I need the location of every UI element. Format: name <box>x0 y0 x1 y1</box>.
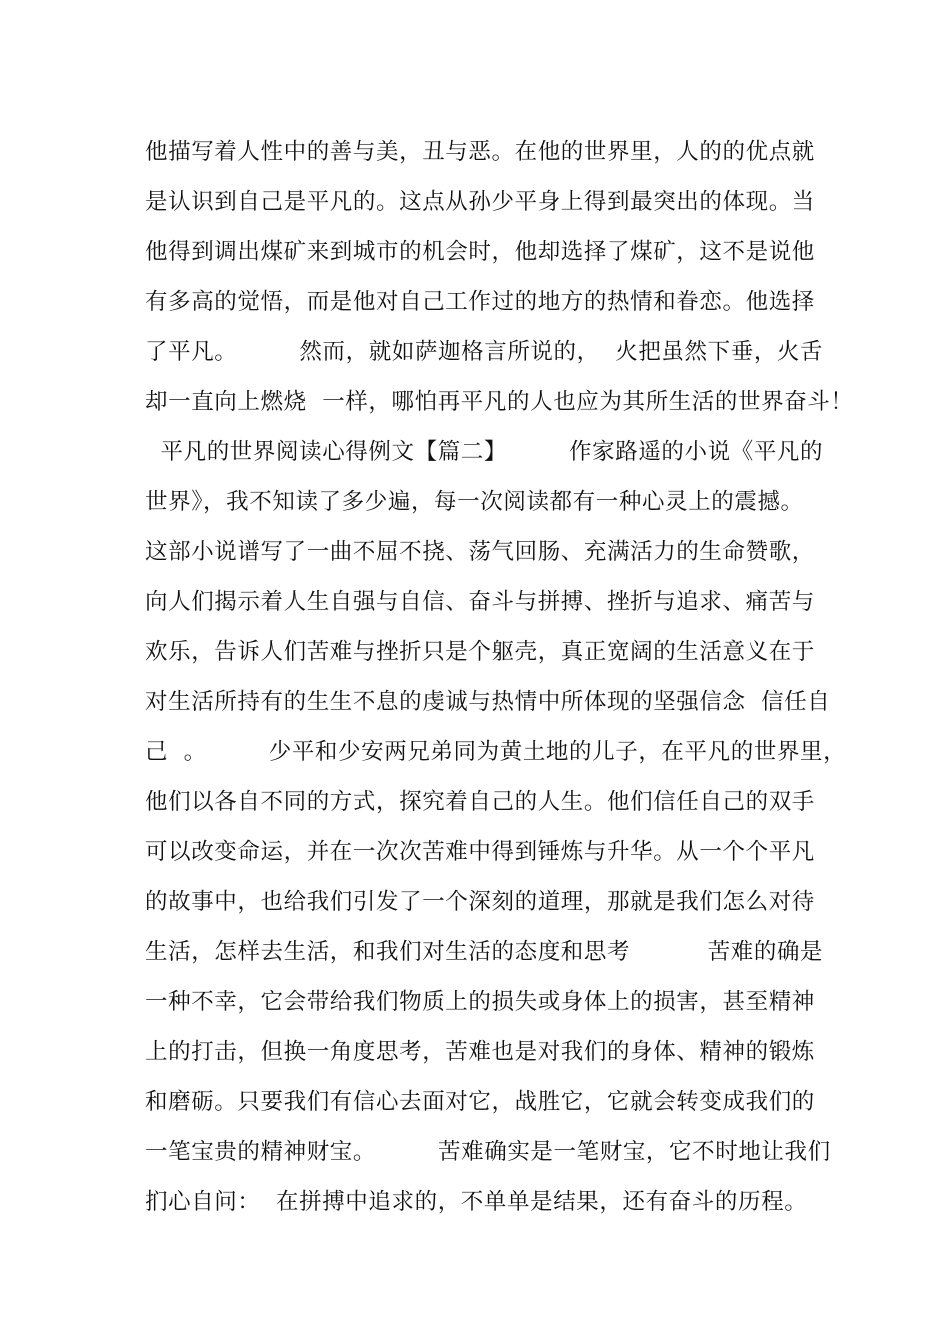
text-line: 欢乐，告诉人们苦难与挫折只是个躯壳，真正宽阔的生活意义在于 <box>145 639 815 665</box>
text-line: 一种不幸，它会带给我们物质上的损失或身体上的损害，甚至精神 <box>145 989 815 1015</box>
text-line: 却一直向上燃烧 一样，哪怕再平凡的人也应为其所生活的世界奋斗！ <box>145 389 854 415</box>
text-line: 扪心自问： 在拼搏中追求的，不单单是结果，还有奋斗的历程。 <box>145 1189 808 1215</box>
text-line: 己 。 少平和少安两兄弟同为黄土地的儿子，在平凡的世界里， <box>145 739 847 765</box>
text-line: 生活，怎样去生活，和我们对生活的态度和思考 苦难的确是 <box>145 939 824 965</box>
text-line: 和磨砺。只要我们有信心去面对它，战胜它，它就会转变成我们的 <box>145 1089 815 1115</box>
text-line: 是认识到自己是平凡的。这点从孙少平身上得到最突出的体现。当 <box>145 189 815 215</box>
section-heading-line: 平凡的世界阅读心得例文【篇二】 作家路遥的小说《平凡的 <box>145 439 824 465</box>
text-line: 他得到调出煤矿来到城市的机会时，他却选择了煤矿，这不是说他 <box>145 239 815 265</box>
text-line: 一笔宝贵的精神财宝。 苦难确实是一笔财宝，它不时地让我们 <box>145 1139 831 1165</box>
text-line: 这部小说谱写了一曲不屈不挠、荡气回肠、充满活力的生命赞歌， <box>145 539 815 565</box>
text-line: 可以改变命运，并在一次次苦难中得到锤炼与升华。从一个个平凡 <box>145 839 815 865</box>
text-line: 他描写着人性中的善与美，丑与恶。在他的世界里，人的的优点就 <box>145 139 815 165</box>
text-line: 世界》，我不知读了多少遍，每一次阅读都有一种心灵上的震撼。 <box>145 489 804 515</box>
text-line: 对生活所持有的生生不息的虔诚与热情中所体现的坚强信念 信任自 <box>145 689 831 715</box>
text-line: 他们以各自不同的方式，探究着自己的人生。他们信任自己的双手 <box>145 789 815 815</box>
text-line: 上的打击，但换一角度思考，苦难也是对我们的身体、精神的锻炼 <box>145 1039 815 1065</box>
text-line: 向人们揭示着人生自强与自信、奋斗与拼搏、挫折与追求、痛苦与 <box>145 589 815 615</box>
text-line: 了平凡。 然而，就如萨迦格言所说的， 火把虽然下垂，火舌 <box>145 339 824 365</box>
text-line: 有多高的觉悟，而是他对自己工作过的地方的热情和眷恋。他选择 <box>145 289 815 315</box>
text-line: 的故事中，也给我们引发了一个深刻的道理，那就是我们怎么对待 <box>145 889 815 915</box>
